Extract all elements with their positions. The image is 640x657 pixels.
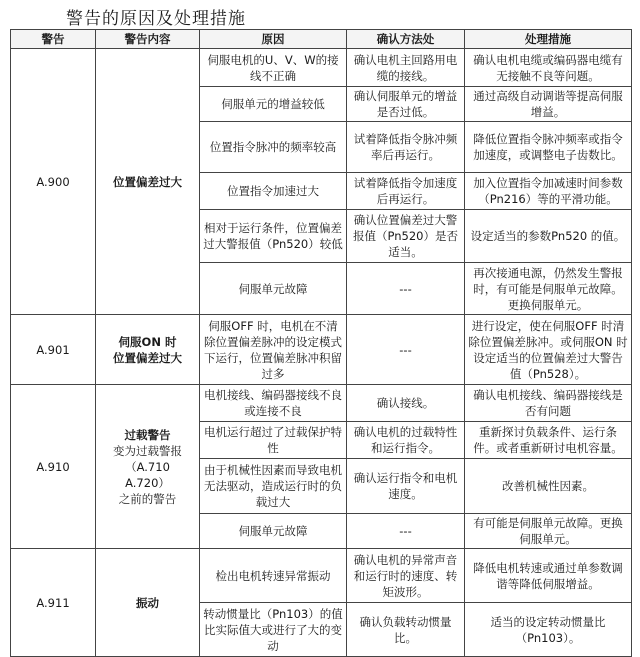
action-cell: 改善机械性因素。 <box>465 459 632 514</box>
check-cell: --- <box>347 263 465 315</box>
check-cell: 确认电机的异常声音和运行时的速度、转矩波形。 <box>347 549 465 603</box>
table-row <box>11 549 632 603</box>
action-cell: 重新探讨负载条件、运行条件。或者重新研讨电机容量。 <box>465 422 632 459</box>
cause-cell: 检出电机转速异常振动 <box>200 549 347 603</box>
check-cell: 试着降低指令脉冲频率后再运行。 <box>347 122 465 173</box>
cause-cell: 电机接线、编码器接线不良或连接不良 <box>200 385 347 422</box>
cause-cell: 伺服单元故障 <box>200 514 347 549</box>
alarm-code: A.911 <box>11 549 96 657</box>
action-cell: 降低电机转速或通过单参数调谐等降低伺服增益。 <box>465 549 632 603</box>
cause-cell: 伺服OFF 时，电机在不清除位置偏差脉冲的设定模式下运行，位置偏差脉冲积留过多 <box>200 315 347 385</box>
alarm-code: A.910 <box>11 385 96 549</box>
check-cell: --- <box>347 315 465 385</box>
table-row <box>11 315 632 385</box>
table-row <box>11 385 632 422</box>
header-row <box>11 30 632 49</box>
action-cell: 适当的设定转动惯量比（Pn103）。 <box>465 603 632 657</box>
action-cell: 确认电机接线、编码器接线是否有问题 <box>465 385 632 422</box>
header-action: 处理措施 <box>465 30 632 49</box>
action-cell: 加入位置指令加减速时间参数（Pn216）等的平滑功能。 <box>465 173 632 210</box>
check-cell: 确认位置偏差过大警报值（Pn520）是否适当。 <box>347 210 465 263</box>
action-cell: 降低位置指令脉冲频率或指令加速度，或调整电子齿数比。 <box>465 122 632 173</box>
header-alarm: 警告 <box>11 30 96 49</box>
cause-cell: 伺服单元的增益较低 <box>200 87 347 122</box>
check-cell: 确认运行指令和电机速度。 <box>347 459 465 514</box>
cause-cell: 伺服单元故障 <box>200 263 347 315</box>
cause-cell: 位置指令加速过大 <box>200 173 347 210</box>
check-cell: 确认接线。 <box>347 385 465 422</box>
cause-cell: 相对于运行条件，位置偏差过大警报值（Pn520）较低 <box>200 210 347 263</box>
page-title: 警告的原因及处理措施 <box>66 9 246 29</box>
alarm-table <box>10 29 632 657</box>
action-cell: 通过高级自动调谐等提高伺服增益。 <box>465 87 632 122</box>
check-cell: 确认电机的过载特性和运行指令。 <box>347 422 465 459</box>
cause-cell: 转动惯量比（Pn103）的值比实际值大或进行了大的变动 <box>200 603 347 657</box>
alarm-content: 过载警告 变为过载警报 （A.710 A.720） 之前的警告 <box>96 385 200 549</box>
action-cell: 设定适当的参数Pn520 的值。 <box>465 210 632 263</box>
cause-cell: 伺服电机的U、V、W的接线不正确 <box>200 49 347 87</box>
cause-cell: 位置指令脉冲的频率较高 <box>200 122 347 173</box>
check-cell: 确认伺服单元的增益是否过低。 <box>347 87 465 122</box>
alarm-code: A.900 <box>11 49 96 315</box>
cause-cell: 电机运行超过了过载保护特性 <box>200 422 347 459</box>
header-cause: 原因 <box>200 30 347 49</box>
table-row <box>11 49 632 87</box>
check-cell: 试着降低指令加速度后再运行。 <box>347 173 465 210</box>
alarm-content: 位置偏差过大 <box>96 49 200 315</box>
check-cell: --- <box>347 514 465 549</box>
alarm-content: 振动 <box>96 549 200 657</box>
header-check: 确认方法处 <box>347 30 465 49</box>
action-cell: 进行设定，使在伺服OFF 时清除位置偏差脉冲。或伺服ON 时设定适当的位置偏差过大警告值（Pn528）。 <box>465 315 632 385</box>
action-cell: 确认电机电缆或编码器电缆有无接触不良等问题。 <box>465 49 632 87</box>
check-cell: 确认电机主回路用电缆的接线。 <box>347 49 465 87</box>
alarm-code: A.901 <box>11 315 96 385</box>
action-cell: 再次接通电源，仍然发生警报时，有可能是伺服单元故障。更换伺服单元。 <box>465 263 632 315</box>
check-cell: 确认负载转动惯量比。 <box>347 603 465 657</box>
header-content: 警告内容 <box>96 30 200 49</box>
action-cell: 有可能是伺服单元故障。更换伺服单元。 <box>465 514 632 549</box>
cause-cell: 由于机械性因素而导致电机无法驱动，造成运行时的负载过大 <box>200 459 347 514</box>
alarm-content: 伺服ON 时 位置偏差过大 <box>96 315 200 385</box>
